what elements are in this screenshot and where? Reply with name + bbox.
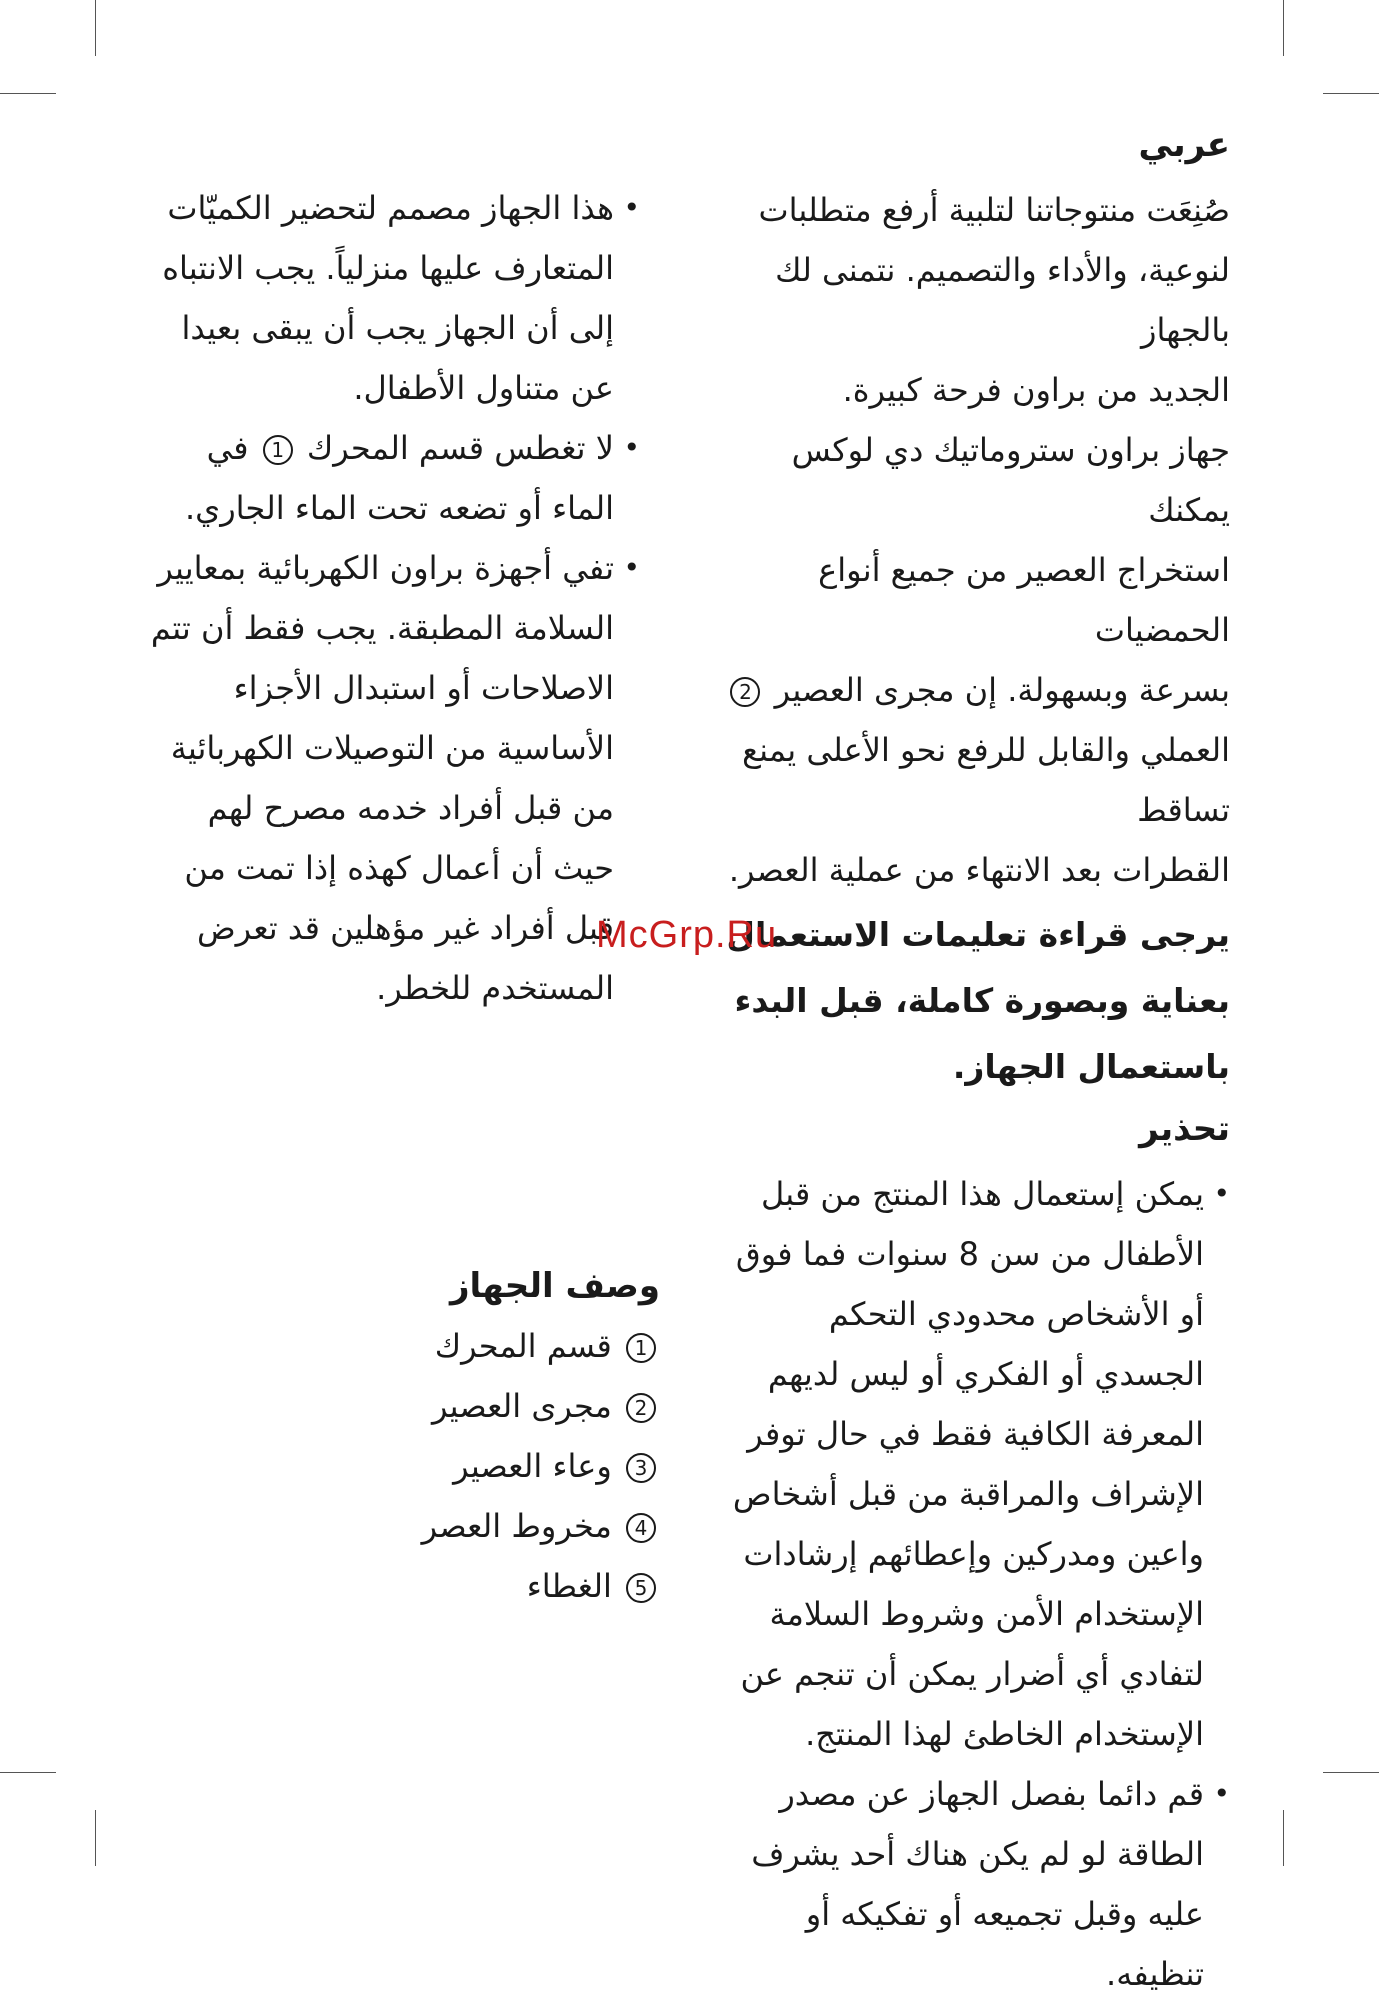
intro-line: الجديد من براون فرحة كبيرة. <box>842 371 1230 409</box>
note-line: بعناية وبصورة كاملة، قبل البدء <box>734 981 1230 1020</box>
warning-list <box>710 1164 1230 2004</box>
intro-line: صُنِعَت منتوجاتنا لتلبية أرفع متطلبات <box>758 191 1230 229</box>
crop-mark <box>0 93 56 94</box>
watermark: McGrp.Ru <box>596 914 778 956</box>
crop-mark <box>95 1810 96 1866</box>
circle-number: 2 <box>626 1393 656 1423</box>
part-label: مجرى العصير <box>432 1387 612 1425</box>
left-column <box>150 178 640 1018</box>
part-item <box>380 1316 660 1376</box>
part-label: الغطاء <box>526 1567 612 1605</box>
right-column <box>710 120 1230 2004</box>
circle-number: 5 <box>626 1573 656 1603</box>
warning-heading: تحذير <box>1139 1109 1230 1149</box>
warning-bullet: • قم دائما بفصل الجهاز عن مصدر الطاقة لو لم يكن هناك أحد يشرف عليه وقبل تجميعه أو تفكيكه أو تنظيفه. <box>710 1764 1230 2004</box>
crop-mark <box>95 0 96 56</box>
device-description <box>380 1262 660 1616</box>
safety-list <box>150 178 640 1018</box>
crop-mark <box>0 1772 56 1773</box>
circle-number: 1 <box>263 435 293 465</box>
intro-line: بسرعة وبسهولة. إن مجرى العصير <box>774 671 1230 709</box>
intro-line: لنوعية، والأداء والتصميم. نتمنى لك بالجهاز <box>775 251 1230 349</box>
bullet-text: لا تغطس قسم المحرك <box>306 429 614 467</box>
bullet-text: في الماء أو تضعه تحت الماء الجاري. <box>184 429 614 527</box>
part-label: قسم المحرك <box>434 1327 612 1365</box>
safety-bullet: • تفي أجهزة براون الكهربائية بمعايير السلامة المطبقة. يجب فقط أن تتم الاصلاحات أو استبدال الأجزاء الأساسية من التوصيلات الكهربائية من قبل أفراد خدمه مصرح لهم حيث أن أعمال كهذه إذا تمت من قبل أفراد غير مؤهلين قد تعرض المستخدم للخطر. <box>150 538 640 1018</box>
intro-line: جهاز براون ستروماتيك دي لوكس يمكنك <box>791 431 1230 529</box>
safety-bullet-motor <box>150 418 640 538</box>
device-description-heading: وصف الجهاز <box>449 1266 660 1306</box>
note-line: باستعمال الجهاز. <box>952 1047 1230 1086</box>
intro-paragraph <box>710 180 1230 900</box>
intro-line: استخراج العصير من جميع أنواع الحمضيات <box>818 551 1230 649</box>
crop-mark <box>1323 1772 1379 1773</box>
safety-bullet: • هذا الجهاز مصمم لتحضير الكميّات المتعارف عليها منزلياً. يجب الانتباه إلى أن الجهاز يجب أن يبقى بعيدا عن متناول الأطفال. <box>150 178 640 418</box>
crop-mark <box>1283 1810 1284 1866</box>
language-heading: عربي <box>1138 125 1230 165</box>
circle-number: 1 <box>626 1333 656 1363</box>
part-item <box>380 1376 660 1436</box>
part-item <box>380 1556 660 1616</box>
intro-line: العملي والقابل للرفع نحو الأعلى يمنع تساقط <box>742 731 1230 829</box>
warning-bullet: • يمكن إستعمال هذا المنتج من قبل الأطفال من سن 8 سنوات فما فوق أو الأشخاص محدودي التحكم الجسدي أو الفكري أو ليس لديهم المعرفة الكافية فقط في حال توفر الإشراف والمراقبة من قبل أشخاص واعين ومدركين وإعطائهم إرشادات الإستخدام الأمن وشروط السلامة لتفادي أي أضرار يمكن أن تنجم عن الإستخدام الخاطئ لهذا المنتج. <box>710 1164 1230 1764</box>
circle-number: 4 <box>626 1513 656 1543</box>
intro-line-with-number <box>710 660 1230 720</box>
part-label: مخروط العصر <box>421 1507 612 1545</box>
crop-mark <box>1323 93 1379 94</box>
circle-number: 2 <box>730 677 760 707</box>
crop-mark <box>1283 0 1284 56</box>
part-label: وعاء العصير <box>453 1447 612 1485</box>
read-instructions-note <box>710 904 1230 1098</box>
note-line: يرجى قراءة تعليمات الاستعمال <box>726 915 1230 954</box>
part-item <box>380 1436 660 1496</box>
intro-line: القطرات بعد الانتهاء من عملية العصر. <box>728 851 1230 889</box>
part-item <box>380 1496 660 1556</box>
circle-number: 3 <box>626 1453 656 1483</box>
